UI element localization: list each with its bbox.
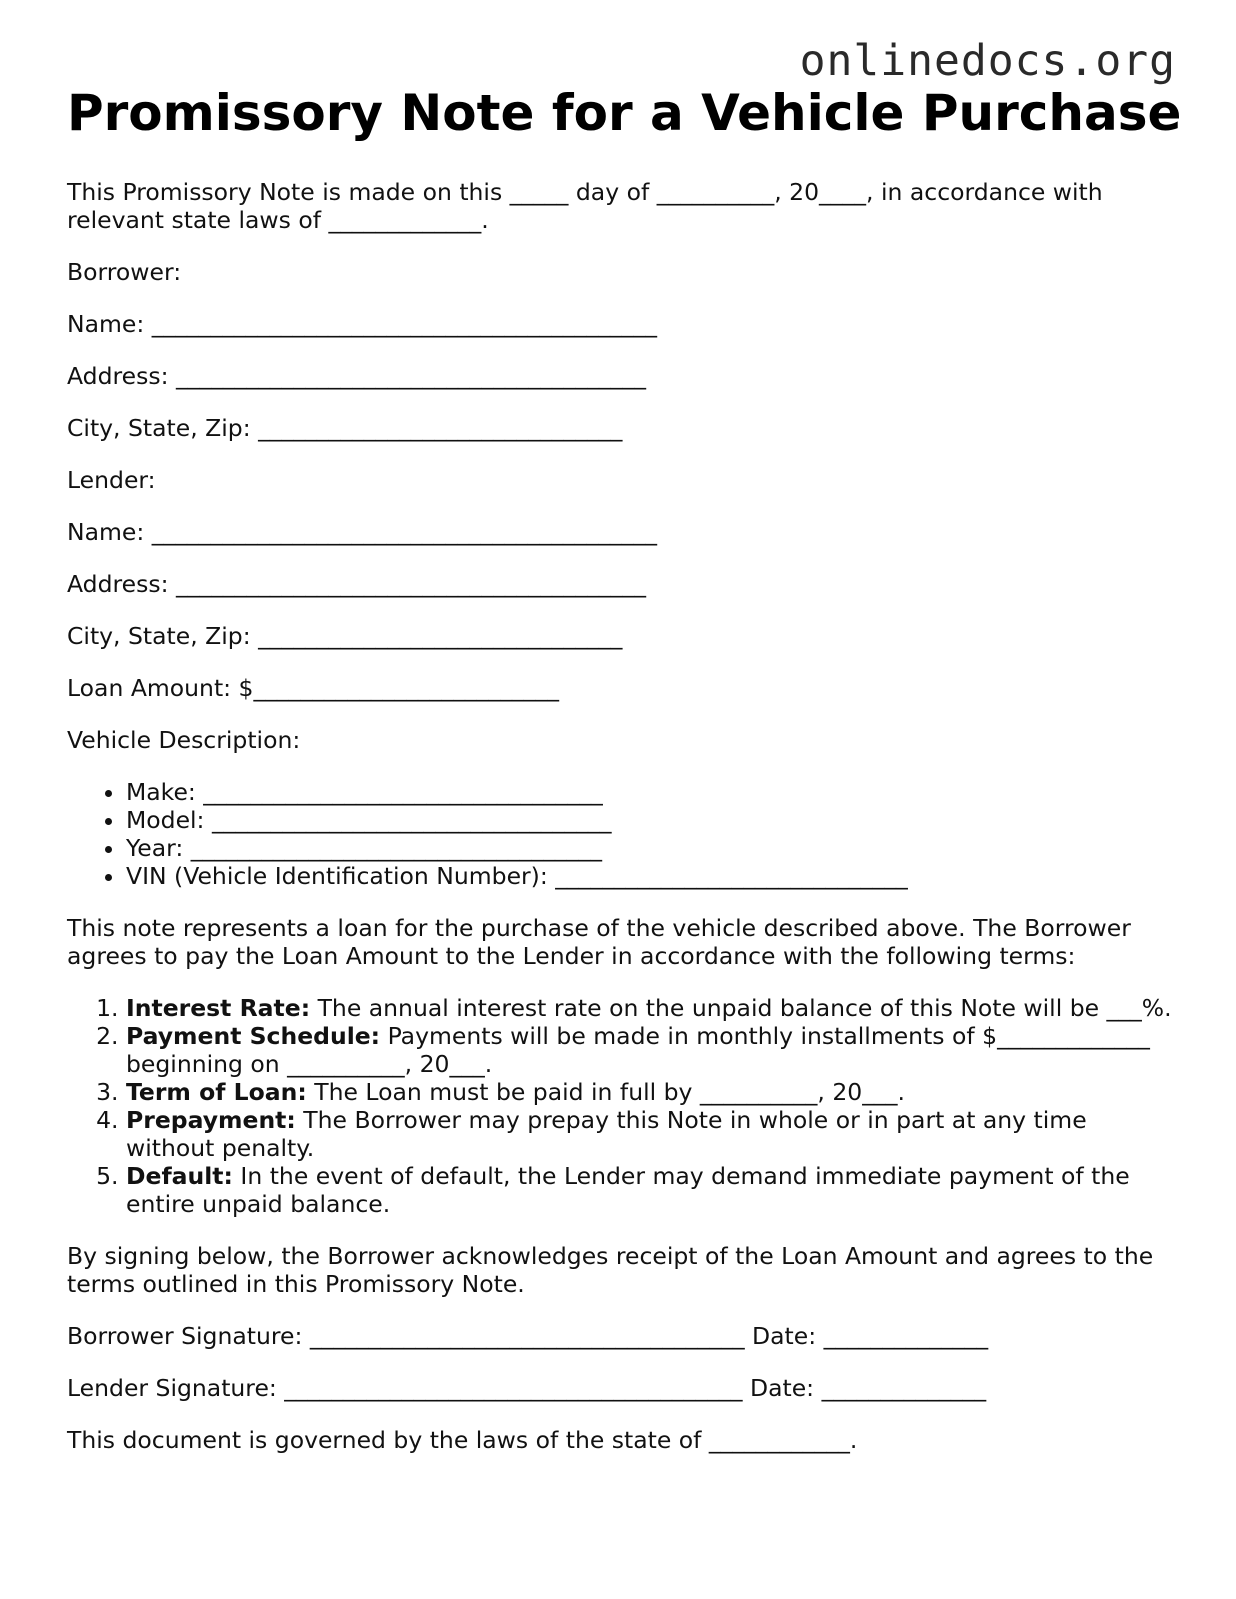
vehicle-vin-item: • VIN (Vehicle Identification Number): ______________________________ [126,862,1177,890]
lender-address-field: Address: ________________________________________ [67,570,646,598]
lender-city-field: City, State, Zip: _______________________________ [67,622,623,650]
term-payment-schedule [126,1022,1177,1078]
term-interest-rate [126,994,1177,1022]
intro-paragraph: This Promissory Note is made on this _____ day of __________, 20____, in accordance with relevant state laws of _____________. [67,178,1103,234]
term-loan-term [126,1078,1177,1106]
vehicle-list [67,778,1177,890]
lender-name-field: Name: ___________________________________________ [67,518,657,546]
vehicle-model-item: • Model: __________________________________ [126,806,1177,834]
borrower-city-field: City, State, Zip: _______________________________ [67,414,623,442]
vehicle-heading: Vehicle Description: [67,726,301,754]
watermark-logo: onlinedocs.org [799,36,1176,86]
term-title: Term of Loan: [126,1078,307,1106]
term-text: The Loan must be paid in full by __________, 20___. [306,1078,905,1106]
term-title: Prepayment: [126,1106,296,1134]
borrower-name-field: Name: ___________________________________________ [67,310,657,338]
borrower-address-field: Address: ________________________________________ [67,362,646,390]
term-text: The annual interest rate on the unpaid balance of this Note will be ___%. [310,994,1172,1022]
term-prepayment [126,1106,1177,1162]
loan-amount-field: Loan Amount: $__________________________ [67,674,560,702]
vehicle-make-item: • Make: __________________________________ [126,778,1177,806]
term-title: Interest Rate: [126,994,311,1022]
term-text: The Borrower may prepay this Note in whole or in part at any time without penalty. [126,1106,1087,1162]
borrower-signature-line: Borrower Signature: _____________________________________ Date: ______________ [67,1322,989,1350]
terms-list [67,994,1177,1218]
governing-law-paragraph: This document is governed by the laws of the state of ____________. [67,1426,858,1454]
acknowledgement-paragraph: By signing below, the Borrower acknowledges receipt of the Loan Amount and agrees to the terms outlined in this Promissory Note. [67,1242,1154,1298]
note-paragraph: This note represents a loan for the purchase of the vehicle described above. The Borrower agrees to pay the Loan Amount to the Lender in accordance with the following terms: [67,914,1131,970]
lender-signature-line: Lender Signature: _______________________________________ Date: ______________ [67,1374,987,1402]
term-title: Payment Schedule: [126,1022,381,1050]
term-title: Default: [126,1162,233,1190]
borrower-heading: Borrower: [67,258,182,286]
term-text: In the event of default, the Lender may demand immediate payment of the entire unpaid balance. [126,1162,1130,1218]
term-text: Payments will be made in monthly installments of $_____________ beginning on __________, 20___. [126,1022,1150,1078]
document-page [67,82,1182,1478]
lender-heading: Lender: [67,466,156,494]
page-title: Promissory Note for a Vehicle Purchase [67,84,1182,142]
vehicle-year-item: • Year: ___________________________________ [126,834,1177,862]
term-default [126,1162,1177,1218]
